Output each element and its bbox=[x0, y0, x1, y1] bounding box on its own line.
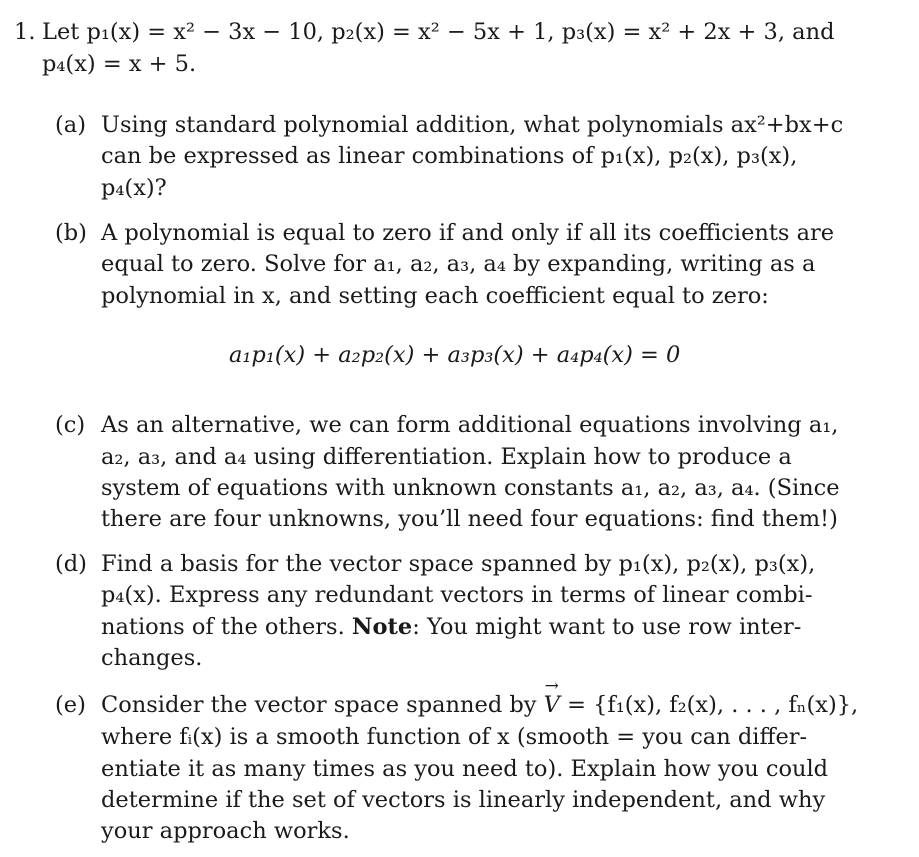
part-e-line-5: your approach works. bbox=[101, 818, 350, 844]
part-d-line-1: Find a basis for the vector space spanned by p₁(x), p₂(x), p₃(x), bbox=[101, 551, 816, 577]
part-c-line-4: there are four unknowns, you’ll need four equations: find them!) bbox=[101, 506, 838, 532]
part-e-line-1-post: = {f₁(x), f₂(x), . . . , fₙ(x)}, bbox=[567, 692, 859, 718]
part-b-equation: a₁p₁(x) + a₂p₂(x) + a₃p₃(x) + a₄p₄(x) = 0 bbox=[229, 342, 681, 368]
part-b-line-3: polynomial in x, and setting each coefficient equal to zero: bbox=[101, 283, 769, 309]
part-c-line-2: a₂, a₃, and a₄ using differentiation. Explain how to produce a bbox=[101, 444, 792, 470]
part-a-line-2: can be expressed as linear combinations of p₁(x), p₂(x), p₃(x), bbox=[101, 143, 798, 169]
part-e-line-2: where fᵢ(x) is a smooth function of x (smooth = you can differ- bbox=[101, 724, 808, 750]
part-a-line-1: Using standard polynomial addition, what polynomials ax²+bx+c bbox=[101, 112, 844, 138]
part-b-label: (b) bbox=[55, 220, 87, 246]
part-d-label: (d) bbox=[55, 551, 87, 577]
part-d-line-4: changes. bbox=[101, 645, 203, 671]
part-c-line-3: system of equations with unknown constants a₁, a₂, a₃, a₄. (Since bbox=[101, 475, 840, 501]
part-c-label: (c) bbox=[55, 412, 86, 438]
part-e-line-4: determine if the set of vectors is linearly independent, and why bbox=[101, 787, 826, 813]
part-e-line-1 bbox=[101, 690, 858, 722]
part-d-line-3-pre: nations of the others. bbox=[101, 614, 345, 640]
part-e-label: (e) bbox=[55, 692, 86, 718]
part-d-line-2: p₄(x). Express any redundant vectors in terms of linear combi- bbox=[101, 582, 813, 608]
note-label: Note bbox=[351, 614, 413, 640]
part-e-line-3: entiate it as many times as you need to). Explain how you could bbox=[101, 756, 829, 782]
problem-intro-line-2: p₄(x) = x + 5. bbox=[42, 51, 197, 77]
part-d-line-3-post: : You might want to use row inter- bbox=[412, 614, 802, 640]
part-b-line-2: equal to zero. Solve for a₁, a₂, a₃, a₄ by expanding, writing as a bbox=[101, 251, 816, 277]
part-a-label: (a) bbox=[55, 112, 86, 138]
vector-v-symbol: → V bbox=[544, 690, 560, 722]
part-e-line-1-pre: Consider the vector space spanned by bbox=[101, 692, 537, 718]
problem-number: 1. bbox=[14, 19, 36, 45]
part-c-line-1: As an alternative, we can form additional equations involving a₁, bbox=[101, 412, 839, 438]
part-a-line-3: p₄(x)? bbox=[101, 175, 167, 201]
part-d-line-3 bbox=[101, 612, 801, 644]
problem-intro-line-1: Let p₁(x) = x² − 3x − 10, p₂(x) = x² − 5x + 1, p₃(x) = x² + 2x + 3, and bbox=[42, 19, 835, 45]
part-b-line-1: A polynomial is equal to zero if and only if all its coefficients are bbox=[101, 220, 835, 246]
